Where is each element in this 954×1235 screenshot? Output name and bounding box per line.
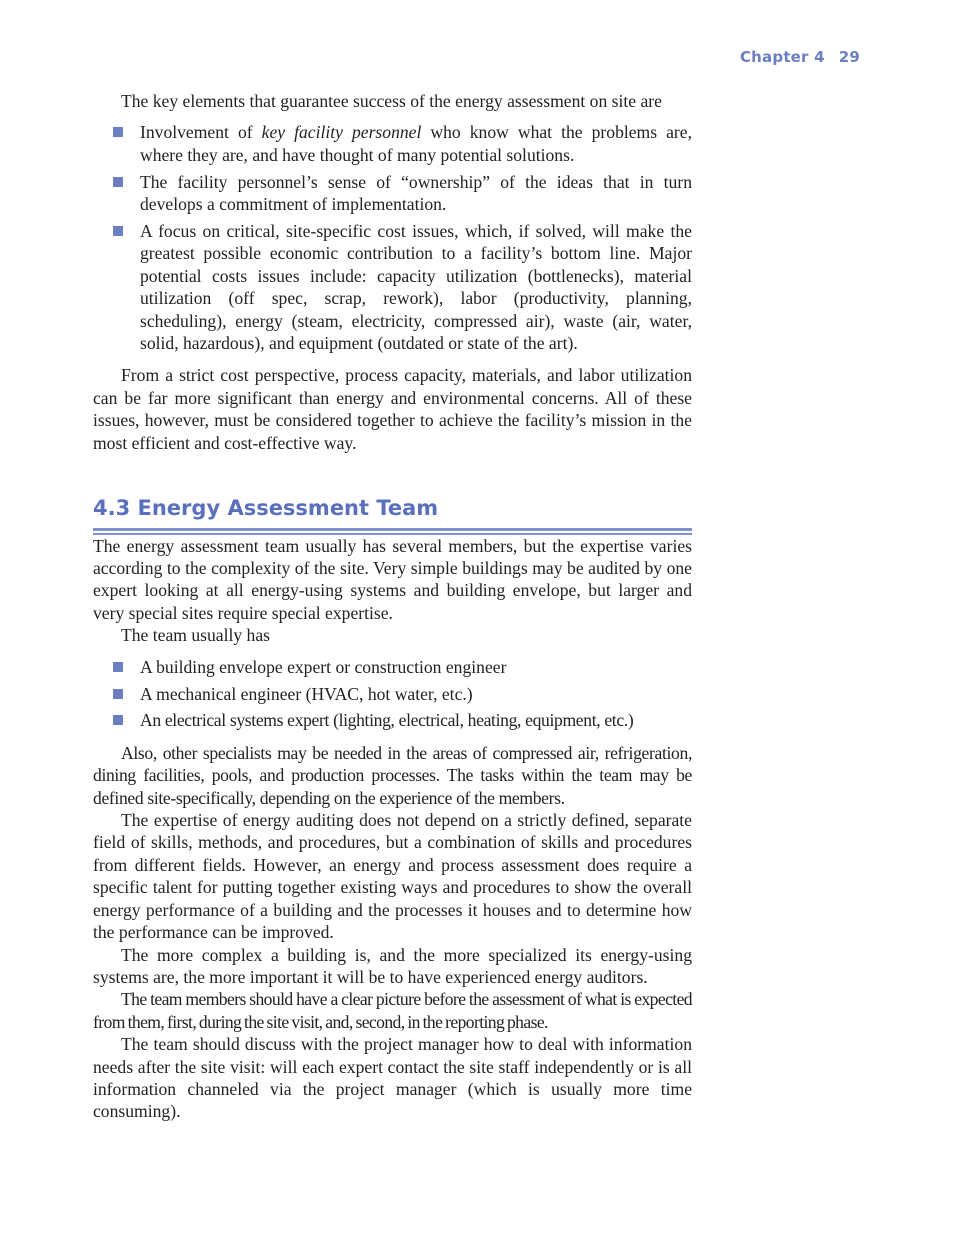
bullet-square-icon [113, 127, 123, 137]
list-item-text-post: who know what the problems are, where they are, and have thought of many potential solutions. [140, 122, 692, 165]
page-number: 29 [838, 48, 860, 66]
heading-rule-thick [93, 528, 692, 531]
information-paragraph: The team should discuss with the project manager how to deal with information needs after the site visit: will each expert contact the site staff independently or is all information channeled via the project manager (which is usually more time consuming). [93, 1034, 692, 1122]
list-item [93, 121, 692, 166]
list-item-text-pre: Involvement of [140, 122, 262, 143]
expertise-paragraph: The expertise of energy auditing does not depend on a strictly defined, separate field of skills, methods, and procedures, but a combination of skills and procedures from different fields. However, an energy and process assessment does require a specific talent for putting together existing ways and procedures to show the overall energy performance of a building and the processes it houses and to determine how the performance can be improved. [93, 810, 692, 943]
list-item-text: An electrical systems expert (lighting, electrical, heating, equipment, etc.) [140, 710, 634, 731]
running-head [740, 48, 860, 66]
list-item-text: The facility personnel’s sense of “ownership” of the ideas that in turn develops a commitment of implementation. [140, 171, 692, 215]
cost-paragraph: From a strict cost perspective, process capacity, materials, and labor utilization can be far more significant than energy and environmental concerns. All of these issues, however, must be considered together to achieve the facility’s mission in the most efficient and cost-effective way. [93, 365, 692, 453]
intro-paragraph: The key elements that guarantee success of the energy assessment on site are [121, 91, 662, 111]
list-item-emphasis: key facility personnel [261, 122, 422, 143]
body-text [93, 90, 692, 1123]
team-members-list [93, 656, 692, 732]
bullet-square-icon [113, 715, 123, 725]
list-item [93, 709, 692, 731]
list-item [93, 171, 692, 216]
bullet-square-icon [113, 177, 123, 187]
list-item-text: A building envelope expert or construction engineer [140, 656, 507, 677]
specialists-paragraph: Also, other specialists may be needed in the areas of compressed air, refrigeration, dining facilities, pools, and production processes. The tasks within the team may be defined site-specifically, depending on the experience of the members. [93, 742, 692, 808]
team-paragraph: The energy assessment team usually has several members, but the expertise varies according to the complexity of the site. Very simple buildings may be audited by one expert looking at all energy-using systems and building envelope, but larger and very special sites require special expertise. [93, 535, 692, 623]
complexity-paragraph: The more complex a building is, and the more specialized its energy-using systems are, the more important it will be to have experienced energy auditors. [93, 944, 692, 987]
chapter-label: Chapter 4 [739, 48, 825, 66]
list-item [93, 683, 692, 705]
list-item [93, 656, 692, 678]
bullet-square-icon [113, 662, 123, 672]
section-heading: 4.3 Energy Assessment Team [93, 496, 439, 521]
list-item [93, 220, 692, 354]
expectations-paragraph: The team members should have a clear picture before the assessment of what is expected from them, first, during the site visit, and, second, in the reporting phase. [93, 989, 692, 1032]
list-item-text: A mechanical engineer (HVAC, hot water, etc.) [140, 683, 473, 704]
bullet-square-icon [113, 689, 123, 699]
team-intro: The team usually has [121, 625, 271, 646]
key-elements-list [93, 121, 692, 354]
list-item-text: A focus on critical, site-specific cost issues, which, if solved, will make the greatest possible economic contribution to a facility’s bottom line. Major potential costs issues include: capacity utilization (bottlenecks), material utilization (off spec, scrap, rework), labor (productivity, planning, scheduling), energy (steam, electricity, compressed air), waste (air, water, solid, hazardous), and equipment (outdated or state of the art). [140, 221, 692, 354]
bullet-square-icon [113, 226, 123, 236]
